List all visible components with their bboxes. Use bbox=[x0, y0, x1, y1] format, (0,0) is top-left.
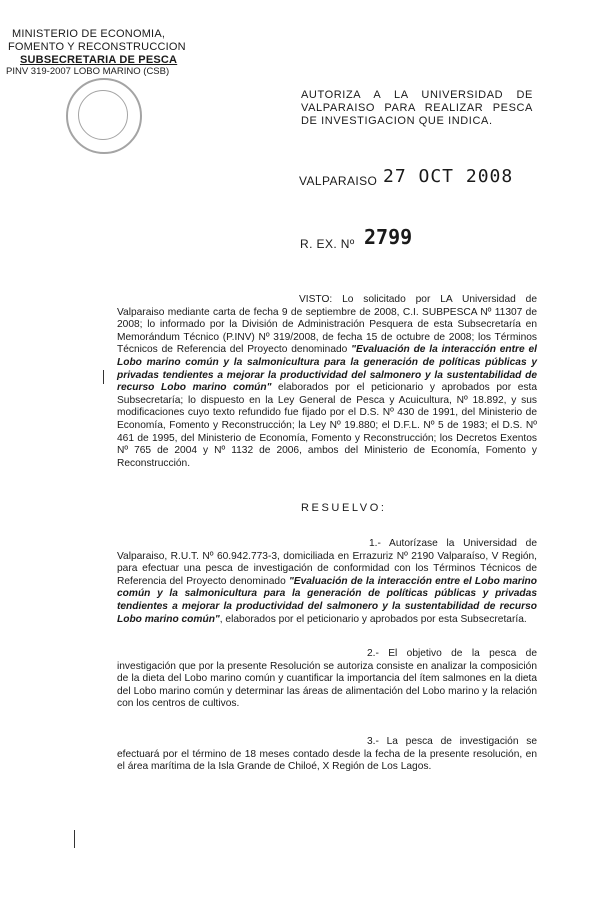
margin-mark bbox=[74, 830, 75, 848]
resuelvo-heading: RESUELVO: bbox=[301, 502, 387, 514]
item-1-project-title: "Evaluación de la interacción entre el Lobo marino común y la salmonicultura para la generación de políticas públicas y privadas tendientes a mejorar la productividad del salmonero y la sustentabilidad de recurso Lobo marino común" bbox=[117, 575, 537, 625]
visto-paragraph bbox=[117, 294, 537, 470]
visto-text-1: Lo solicitado por LA Universidad de Valparaiso mediante carta de fecha 9 de septiembre de 2008, C.I. SUBPESCA Nº 11307 de 2008; lo informado por la División de Administración Pesquera de esta Subsecretaría en Memorándum Técnico (P.INV) Nº 319/2008, de fecha 15 de octubre de 2008; los Términos Técnicos de Referencia del Proyecto denominado bbox=[117, 294, 537, 356]
undersecretary-name: SUBSECRETARIA DE PESCA bbox=[20, 54, 178, 66]
item-1-text-end: , elaborados por el peticionario y aprobados por esta Subsecretaría. bbox=[219, 613, 527, 625]
resolution-item-2 bbox=[117, 648, 537, 711]
item-1-text: 1.- Autorízase la Universidad de Valparaiso, R.U.T. Nº 60.942.773-3, domiciliada en Errazuriz Nº 2190 Valparaíso, V Región, para efectuar una pesca de investigación de conformidad con los Términos Técnicos de Referencia del Proyecto denominado bbox=[117, 538, 537, 587]
item-3-text: 3.- La pesca de investigación se efectuará por el término de 18 meses contado desde la fecha de la presente resolución, en el área marítima de la Isla Grande de Chiloé, X Región de Los Lagos. bbox=[117, 736, 537, 773]
resolution-item-1 bbox=[117, 538, 537, 626]
issue-date: 27 OCT 2008 bbox=[383, 166, 514, 187]
visto-text-2: elaborados por el peticionario y aprobados por esta Subsecretaría; lo dispuesto en la Ley General de Pesca y Acuicultura, Nº 18.892, y sus modificaciones cuyo texto refundido fue fijado por el D.S. Nº 430 de 1991, del Ministerio de Economía, Fomento y Reconstrucción; la Ley Nº 19.880; el D.F.L. Nº 5 de 1983; el D.S. Nº 461 de 1995, del Ministerio de Economía, Fomento y Reconstrucción; los Decretos Exentos Nº 765 de 2004 y Nº 1132 de 2006, ambos del Ministerio de Economía, Fomento y Reconstrucción. bbox=[117, 382, 537, 469]
resolution-item-3 bbox=[117, 736, 537, 774]
margin-mark bbox=[103, 370, 104, 384]
visto-lead: VISTO: bbox=[299, 294, 333, 305]
reference-code: PINV 319-2007 LOBO MARINO (CSB) bbox=[6, 66, 170, 77]
seal-inner-ring bbox=[78, 90, 128, 140]
ministry-line-2: FOMENTO Y RECONSTRUCCION bbox=[8, 41, 186, 53]
official-seal bbox=[66, 78, 142, 154]
resolution-number: 2799 bbox=[364, 225, 413, 249]
place-name: VALPARAISO bbox=[299, 174, 378, 188]
resolution-label: R. EX. Nº bbox=[300, 237, 355, 251]
ministry-line-1: MINISTERIO DE ECONOMIA, bbox=[12, 28, 166, 40]
document-title: AUTORIZA A LA UNIVERSIDAD DE VALPARAISO PARA REALIZAR PESCA DE INVESTIGACION QUE INDICA. bbox=[301, 89, 533, 127]
visto-project-title: "Evaluación de la interacción entre el Lobo marino común y la salmonicultura para la generación de políticas públicas y privadas tendientes a mejorar la productividad del salmonero y la sustentabilidad de recurso Lobo marino común" bbox=[117, 344, 537, 394]
item-2-text: 2.- El objetivo de la pesca de investigación que por la presente Resolución se autoriza consiste en analizar la composición de la dieta del Lobo marino común y cuantificar la importancia del ítem salmones en la dieta del Lobo marino común y determinar las áreas de alimentación del Lobo marino y la relación con los centros de cultivos. bbox=[117, 648, 537, 710]
